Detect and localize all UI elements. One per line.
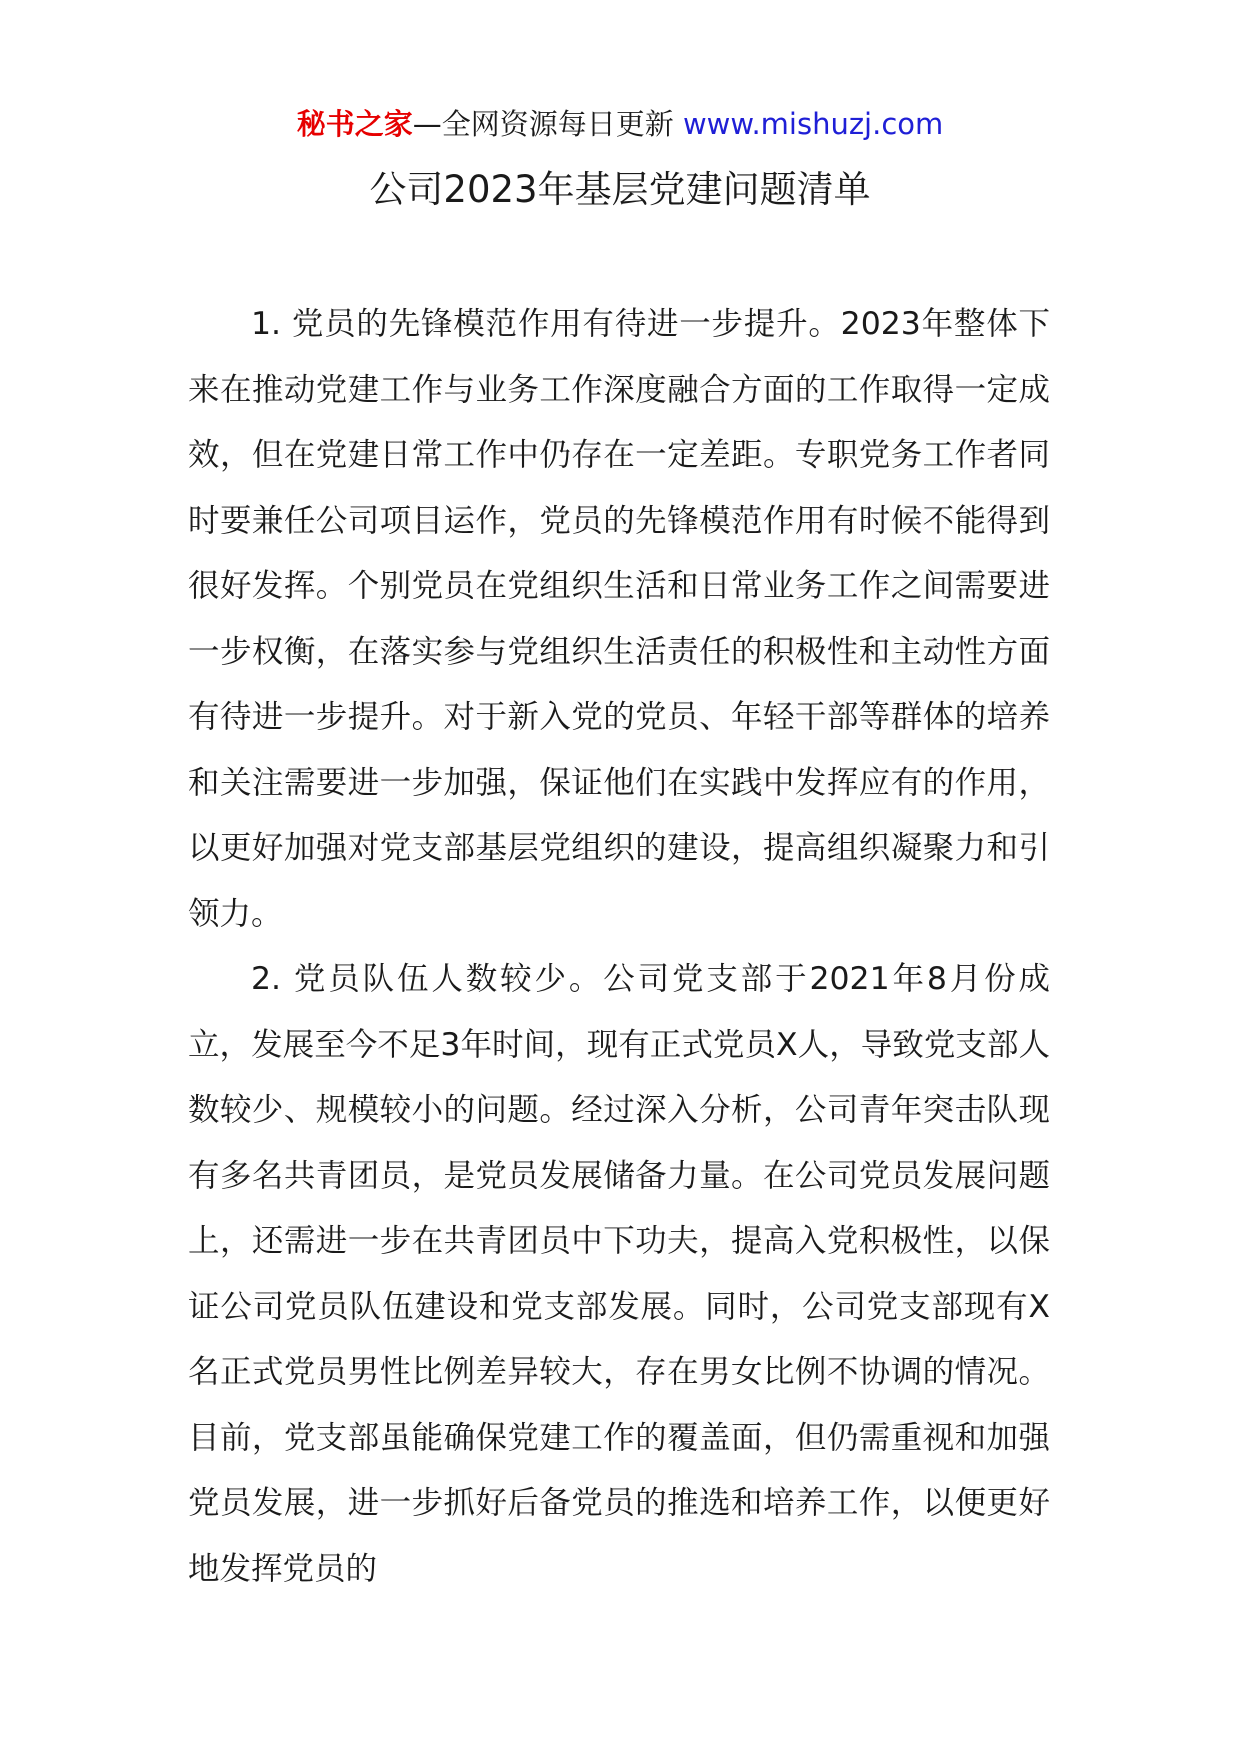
paragraph-1: 1. 党员的先锋模范作用有待进一步提升。2023年整体下来在推动党建工作与业务工作深度融合方面的工作取得一定成效，但在党建日常工作中仍存在一定差距。专职党务工作者同时要兼任公司项目运作，党员的先锋模范作用有时候不能得到很好发挥。个别党员在党组织生活和日常业务工作之间需要进一步权衡，在落实参与党组织生活责任的积极性和主动性方面有待进一步提升。对于新入党的党员、年轻干部等群体的培养和关注需要进一步加强，保证他们在实践中发挥应有的作用，以更好加强对党支部基层党组织的建设，提高组织凝聚力和引领力。 [188,306,1050,932]
website-link[interactable]: www.mishuzj.com [682,107,944,141]
paragraph-2: 2. 党员队伍人数较少。公司党支部于2021年8月份成立，发展至今不足3年时间，现有正式党员X人，导致党支部人数较少、规模较小的问题。经过深入分析，公司青年突击队现有多名共青团员，是党员发展储备力量。在公司党员发展问题上，还需进一步在共青团员中下功夫，提高入党积极性，以保证公司党员队伍建设和党支部发展。同时，公司党支部现有X名正式党员男性比例差异较大，存在男女比例不协调的情况。目前，党支部虽能确保党建工作的覆盖面，但仍需重视和加强党员发展，进一步抓好后备党员的推选和培养工作，以便更好地发挥党员的 [188,961,1050,1587]
document-body [188,292,1050,1602]
document-title: 公司2023年基层党建问题清单 [369,168,871,211]
header-tagline: —全网资源每日更新 [412,107,683,141]
watermark-header [0,102,1240,146]
brand-name: 秘书之家 [296,107,413,141]
